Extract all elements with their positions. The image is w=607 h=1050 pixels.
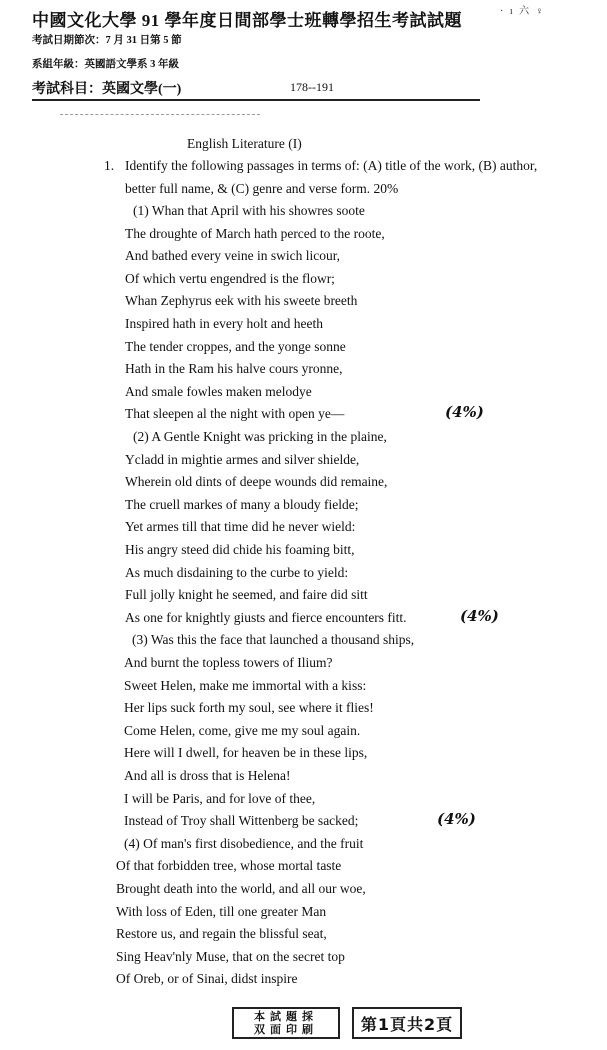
exam-time: 考試日期節次：7 月 31 日第 5 節: [32, 35, 182, 46]
handwritten-score-mark: (4%): [445, 403, 484, 422]
poem-line: Full jolly knight he seemed, and faire did sitt: [125, 587, 368, 603]
poem-line: Inspired hath in every holt and heeth: [125, 316, 323, 331]
question-prompt-line-2: better full name, & (C) genre and verse form. 20%: [125, 181, 399, 196]
poem-line: His angry steed did chide his foaming bitt,: [125, 542, 355, 557]
poem-line: Of that forbidden tree, whose mortal taste: [116, 858, 342, 874]
poem-line: Sing Heav'nly Muse, that on the secret top: [116, 948, 345, 964]
poem-line: Brought death into the world, and all our woe,: [116, 881, 366, 896]
poem-line: (4) Of man's first disobedience, and the fruit: [124, 835, 364, 851]
poem-line: The tender croppes, and the yonge sonne: [125, 338, 346, 354]
poem-line: Restore us, and regain the blissful seat,: [116, 926, 327, 942]
poem-line: (1) Whan that April with his showres soote: [133, 203, 365, 218]
exam-subject: 考試科目：英國文學(一): [32, 82, 182, 97]
poem-line: As one for knightly giusts and fierce encounters fitt.: [125, 609, 407, 625]
poem-line: Yet armes till that time did he never wield:: [125, 519, 356, 535]
corner-note: · ı 六 ♀: [500, 6, 546, 17]
poem-line: As much disdaining to the curbe to yield:: [125, 564, 349, 580]
poem-line: Sweet Helen, make me immortal with a kiss:: [124, 677, 367, 693]
double-sided-print-stamp: [232, 1007, 340, 1039]
poem-line: Hath in the Ram his halve cours yronne,: [125, 361, 343, 377]
page-code: 178--191: [290, 80, 334, 94]
header-faint-rule: [60, 114, 260, 115]
poem-line: Ycladd in mightie armes and silver shielde,: [125, 451, 360, 467]
handwritten-score-mark: (4%): [437, 810, 476, 829]
poem-line: And bathed every veine in swich licour,: [125, 248, 341, 264]
question-number: 1.: [104, 158, 115, 173]
poem-line: Of Oreb, or of Sinai, didst inspire: [116, 971, 298, 987]
exam-header-title: 中國文化大學 91 學年度日間部學士班轉學招生考試試題: [32, 11, 462, 30]
poem-line: Wherein old dints of deepe wounds did remaine,: [125, 474, 388, 490]
poem-line: Of which vertu engendred is the flowr;: [125, 270, 335, 286]
handwritten-score-mark: (4%): [460, 606, 499, 625]
header-rule: [32, 99, 480, 101]
course-title: English Literature (I): [187, 136, 302, 151]
page-info-stamp: 第1頁共2頁: [352, 1007, 462, 1039]
poem-line: (3) Was this the face that launched a thousand ships,: [132, 632, 415, 648]
poem-line: With loss of Eden, till one greater Man: [116, 903, 327, 919]
poem-line: I will be Paris, and for love of thee,: [124, 790, 316, 806]
poem-line: (2) A Gentle Knight was pricking in the plaine,: [133, 429, 387, 444]
poem-line: The droughte of March hath perced to the roote,: [125, 225, 385, 241]
poem-line: Instead of Troy shall Wittenberg be sacked;: [124, 813, 359, 829]
poem-line: Here will I dwell, for heaven be in these lips,: [124, 745, 368, 761]
poem-line: And burnt the topless towers of Ilium?: [124, 655, 333, 670]
poem-line: Come Helen, come, give me my soul again.: [124, 722, 361, 738]
poem-line: Her lips suck forth my soul, see where it flies!: [124, 700, 374, 716]
stamp-line-1: 本試題採: [254, 1010, 318, 1023]
stamp-line-2: 双面印刷: [254, 1023, 318, 1036]
poem-line: And all is dross that is Helena!: [124, 768, 291, 783]
question-prompt-line-1: Identify the following passages in terms of: (A) title of the work, (B) author,: [125, 158, 538, 173]
poem-line: And smale fowles maken melodye: [125, 383, 312, 399]
poem-line: Whan Zephyrus eek with his sweete breeth: [125, 293, 358, 309]
poem-line: The cruell markes of many a bloudy fielde;: [125, 496, 359, 512]
department-line: 系組年級：英國語文學系 3 年級: [32, 59, 179, 70]
poem-line: That sleepen al the night with open ye—: [125, 406, 345, 422]
